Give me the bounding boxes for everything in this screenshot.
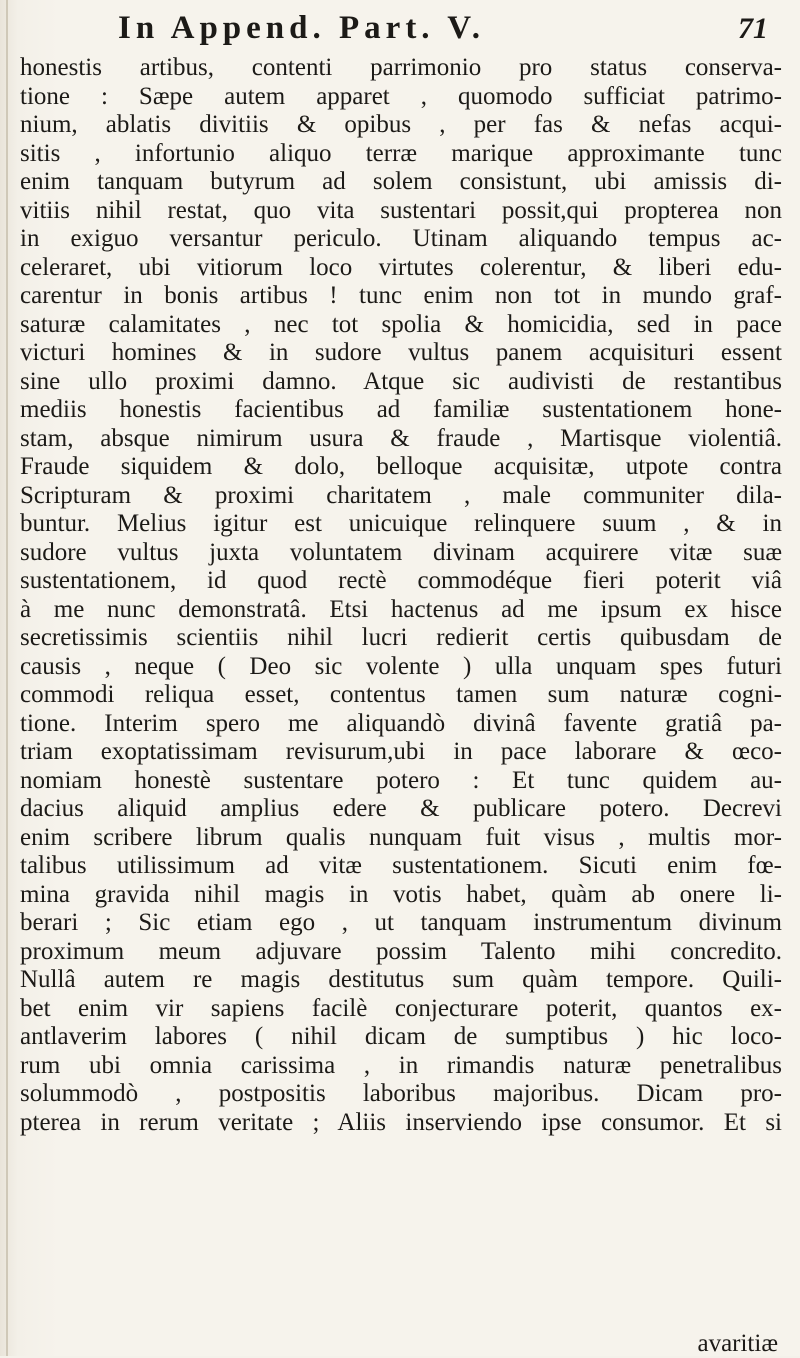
text-line: commodi reliqua esset, contentus tamen sum naturæ cogni- — [20, 681, 782, 708]
text-line: saturæ calamitates , nec tot spolia & homicidia, sed in pace — [20, 310, 782, 338]
text-line: nium, ablatis divitiis & opibus , per fas & nefas acqui- — [20, 111, 782, 138]
text-line: causis , neque ( Deo sic volente ) ulla unquam spes futuri — [20, 652, 782, 680]
text-line: antlaverim labores ( nihil dicam de sumptibus ) hic loco- — [20, 1023, 782, 1050]
text-line: in exiguo versantur periculo. Utinam aliquando tempus ac- — [20, 225, 782, 252]
catchword: avaritiæ — [697, 1330, 778, 1357]
text-line: Scripturam & proximi charitatem , male communiter dila- — [20, 481, 782, 509]
text-line: sitis , infortunio aliquo terræ marique approximante tunc — [20, 139, 782, 167]
text-line: Nullâ autem re magis destitutus sum quàm tempore. Quili- — [20, 966, 782, 993]
text-line: proximum meum adjuvare possim Talento mihi concredito. — [20, 937, 782, 965]
text-line: sustentationem, id quod rectè commodéque fieri poterit viâ — [20, 567, 782, 594]
text-line: solummodò , postpositis laboribus majoribus. Dicam pro- — [20, 1080, 782, 1107]
text-line: honestis artibus, contenti parrimonio pro status conserva- — [20, 54, 782, 81]
text-line: sine ullo proximi damno. Atque sic audivisti de restantibus — [20, 367, 782, 395]
text-line: secretissimis scientiis nihil lucri redierit certis quibusdam de — [20, 624, 782, 651]
text-line: nomiam honestè sustentare potero : Et tunc quidem au- — [20, 766, 782, 794]
text-line: à me nunc demonstratâ. Etsi hactenus ad me ipsum ex hisce — [20, 595, 782, 623]
text-line: victuri homines & in sudore vultus panem acquisituri essent — [20, 339, 782, 366]
page-number: 71 — [738, 12, 768, 45]
text-line: rum ubi omnia carissima , in rimandis naturæ penetralibus — [20, 1051, 782, 1079]
text-line: mediis honestis facientibus ad familiæ sustentationem hone- — [20, 396, 782, 423]
text-line: carentur in bonis artibus ! tunc enim non tot in mundo graf- — [20, 282, 782, 309]
text-line: triam exoptatissimam revisurum,ubi in pace laborare & œco- — [20, 738, 782, 765]
text-line: tione. Interim spero me aliquandò divinâ favente gratiâ pa- — [20, 709, 782, 737]
text-line: bet enim vir sapiens facilè conjecturare poterit, quantos ex- — [20, 994, 782, 1022]
text-line: enim scribere librum qualis nunquam fuit visus , multis mor- — [20, 823, 782, 851]
text-line: pterea in rerum veritate ; Aliis inserviendo ipse consumor. Et si — [20, 1108, 782, 1136]
running-head: In Append. Part. V. — [118, 10, 486, 46]
text-line: sudore vultus juxta voluntatem divinam acquirere vitæ suæ — [20, 538, 782, 566]
text-line: berari ; Sic etiam ego , ut tanquam instrumentum divinum — [20, 909, 782, 936]
body-text — [20, 54, 782, 1137]
text-line: dacius aliquid amplius edere & publicare potero. Decrevi — [20, 795, 782, 822]
text-line: vitiis nihil restat, quo vita sustentari possit,qui propterea non — [20, 196, 782, 224]
text-line: talibus utilissimum ad vitæ sustentationem. Sicuti enim fœ- — [20, 852, 782, 879]
text-line: celeraret, ubi vitiorum loco virtutes colerentur, & liberi edu- — [20, 253, 782, 281]
text-line: stam, absque nimirum usura & fraude , Martisque violentiâ. — [20, 424, 782, 452]
text-line: mina gravida nihil magis in votis habet, quàm ab onere li- — [20, 880, 782, 908]
text-line: Fraude siquidem & dolo, belloque acquisitæ, utpote contra — [20, 453, 782, 480]
text-line: enim tanquam butyrum ad solem consistunt, ubi amissis di- — [20, 168, 782, 195]
binding-gutter — [6, 0, 8, 1356]
text-line: buntur. Melius igitur est unicuique relinquere suum , & in — [20, 510, 782, 537]
page-header — [118, 10, 768, 52]
text-line: tione : Sæpe autem apparet , quomodo sufficiat patrimo- — [20, 82, 782, 110]
